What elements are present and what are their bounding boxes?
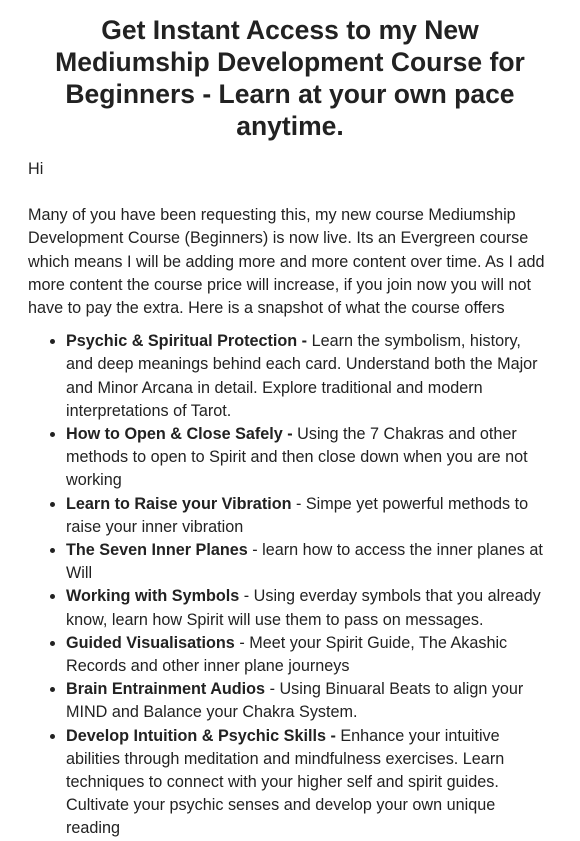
- list-item: [66, 539, 552, 585]
- feature-text: Enhance your intuitive abilities through meditation and mindfulness exercises. Learn techniques to connect with your higher self and spirit guides.: [66, 726, 505, 792]
- feature-text: - Using everday symbols that you already know, learn how Spirit will use them to pass on messages.: [66, 587, 541, 629]
- feature-heading: Working with Symbols: [66, 587, 240, 606]
- feature-heading: Brain Entrainment Audios: [66, 680, 266, 699]
- greeting-text: Hi: [28, 160, 44, 178]
- feature-text: Learn the symbolism, history, and deep meanings behind each card. Understand both the Major and Minor Arcana in detail. Explore traditional and modern interpretations of Tarot.: [66, 332, 538, 420]
- feature-continuation-text: Cultivate your psychic senses and develop your own unique reading: [66, 796, 496, 838]
- list-item: [66, 725, 552, 841]
- feature-heading: How to Open & Close Safely -: [66, 425, 293, 444]
- feature-text: - Simpe yet powerful methods to raise your inner vibration: [66, 494, 529, 536]
- feature-heading: Learn to Raise your Vibration: [66, 494, 292, 513]
- intro-paragraph: Many of you have been requesting this, my new course Mediumship Development Course (Beginners) is now live. Its an Evergreen course which means I will be adding more and more content over time. As I add more content the course price will increase, if you join now you will not have to pay the extra. Here is a snapshot of what the course offers: [28, 206, 545, 318]
- list-item: [66, 632, 552, 678]
- feature-heading: Develop Intuition & Psychic Skills -: [66, 726, 336, 745]
- list-item: [66, 585, 552, 631]
- feature-text: Using the 7 Chakras and other methods to open to Spirit and then close down when you are not working: [66, 425, 528, 490]
- feature-list: [28, 330, 552, 840]
- feature-text: - learn how to access the inner planes at Will: [66, 541, 543, 583]
- list-item: [66, 330, 552, 423]
- list-item: [66, 423, 552, 493]
- feature-heading: Psychic & Spiritual Protection -: [66, 332, 308, 351]
- feature-heading: Guided Visualisations: [66, 633, 235, 652]
- page-title: Get Instant Access to my New Mediumship Development Course for Beginners - Learn at your own pace anytime.: [55, 15, 525, 141]
- list-item: [66, 493, 552, 539]
- feature-text: - Meet your Spirit Guide, The Akashic Records and other inner plane journeys: [66, 633, 508, 676]
- feature-heading: The Seven Inner Planes: [66, 541, 248, 560]
- list-item: [66, 678, 552, 724]
- feature-text: - Using Binuaral Beats to align your MIND and Balance your Chakra System.: [66, 680, 524, 722]
